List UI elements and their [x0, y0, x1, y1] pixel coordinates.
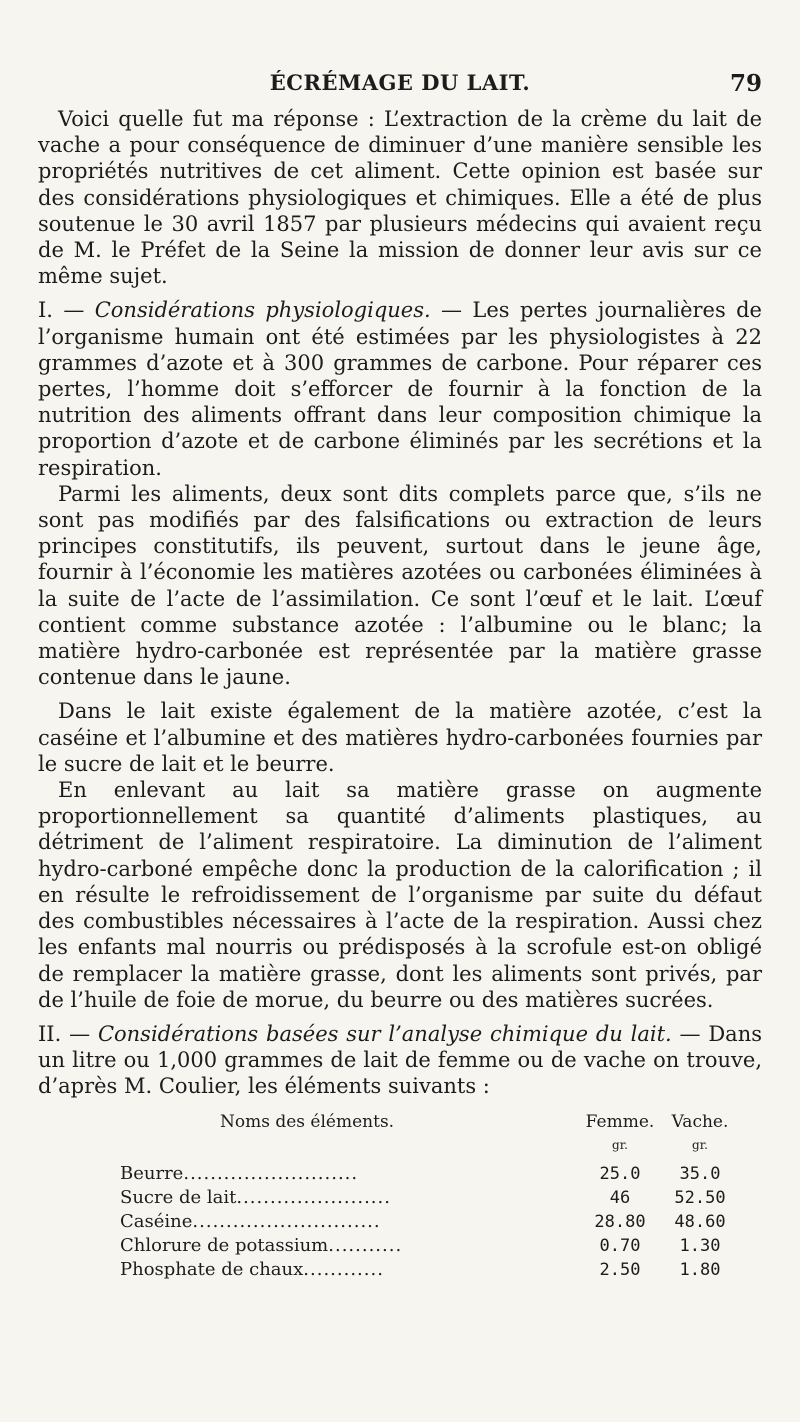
body-text [38, 106, 762, 1100]
section-text: — Dans un litre ou 1,000 grammes de lait de femme ou de vache on trouve, d’après M. Coulier, les éléments suivants : [38, 1021, 763, 1099]
element-name: Chlorure de potassium [120, 1234, 329, 1256]
table-row [120, 1210, 740, 1234]
vache-value: 35.0 [679, 1163, 721, 1184]
femme-value: 46 [609, 1187, 631, 1208]
elements-table [120, 1112, 740, 1282]
section-heading: Considérations basées sur l’analyse chimique du lait. [97, 1021, 672, 1046]
vache-value: 48.60 [674, 1211, 726, 1232]
femme-value: 0.70 [599, 1235, 641, 1256]
leader-dots: ............ [303, 1258, 384, 1280]
leader-dots: ....................... [236, 1186, 391, 1208]
vache-value: 52.50 [674, 1187, 726, 1208]
section-number: I. — [38, 298, 95, 323]
paragraph: Voici quelle fut ma réponse : L’extraction de la crème du lait de vache a pour conséquence de diminuer d’une manière sensible les propriétés nutritives de cet aliment. Cette opinion est basée sur des considérations physiologiques et chimiques. Elle a été de plus soutenue le 30 avril 1857 par plusieurs médecins qui avaient reçu de M. le Préfet de la Seine la mission de donner leur avis sur ce même sujet. [38, 107, 762, 289]
femme-value: 25.0 [599, 1163, 641, 1184]
leader-dots: ............................ [192, 1210, 381, 1232]
table-header-row [120, 1112, 740, 1134]
document-page [38, 70, 762, 1282]
page-number: 79 [729, 70, 762, 97]
table-row [120, 1162, 740, 1186]
element-name: Sucre de lait [120, 1186, 237, 1208]
unit-femme: gr. [612, 1137, 628, 1152]
running-title: ÉCRÉMAGE DU LAIT. [269, 70, 531, 95]
vache-value: 1.80 [679, 1259, 721, 1280]
page-header [38, 70, 762, 106]
column-header-vache: Vache. [671, 1111, 729, 1132]
paragraph: Parmi les aliments, deux sont dits complets parce que, s’ils ne sont pas modifiés par des falsifications ou extraction de leurs principes constitutifs, ils peuvent, surtout dans le jeune âge, fournir à l’économie les matières azotées ou carbonées éliminées à la suite de l’acte de l’assimilation. Ce sont l’œuf et le lait. L’œuf contient comme substance azotée : l’albumine ou le blanc; la matière hydro-carbonée est représentée par la matière grasse contenue dans le jaune. [38, 481, 762, 690]
femme-value: 28.80 [594, 1211, 646, 1232]
paragraph: Dans le lait existe également de la matière azotée, c’est la caséine et l’albumine et des matières hydro-carbonées fournies par le sucre de lait et le beurre. [38, 699, 762, 776]
column-header-name: Noms des éléments. [220, 1111, 395, 1132]
element-name: Phosphate de chaux [120, 1258, 304, 1280]
section-paragraph [38, 1021, 762, 1100]
section-paragraph [38, 297, 762, 480]
unit-vache: gr. [692, 1137, 708, 1152]
section-heading: Considérations physiologiques. [94, 298, 431, 323]
paragraph: En enlevant au lait sa matière grasse on augmente proportionnellement sa quantité d’aliments plastiques, au détriment de l’aliment respiratoire. La diminution de l’aliment hydro-carboné empêche donc la production de la calorification ; il en résulte le refroidissement de l’organisme par suite du défaut des combustibles nécessaires à l’acte de la respiration. Aussi chez les enfants mal nourris ou prédisposés à la scrofule est-on obligé de remplacer la matière grasse, dont les aliments sont privés, par de l’huile de foie de morue, du beurre ou des matières sucrées. [38, 778, 762, 1012]
table-row [120, 1234, 740, 1258]
units-row [120, 1134, 740, 1162]
leader-dots: .......................... [183, 1162, 359, 1184]
column-header-femme: Femme. [585, 1111, 655, 1132]
vache-value: 1.30 [679, 1235, 721, 1256]
femme-value: 2.50 [599, 1259, 641, 1280]
element-name: Caséine [120, 1210, 193, 1232]
table-row [120, 1258, 740, 1282]
section-text: — Les pertes journalières de l’organisme humain ont été estimées par les physiologistes à 22 grammes d’azote et à 300 grammes de carbone. Pour réparer ces pertes, l’homme doit s’efforcer de fournir à la fonction de la nutrition des aliments offrant dans leur composition chimique la proportion d’azote et de carbone éliminés par les secrétions et la respiration. [38, 298, 762, 480]
element-name: Beurre [120, 1162, 184, 1184]
section-number: II. — [38, 1021, 98, 1046]
table-row [120, 1186, 740, 1210]
leader-dots: ........... [328, 1234, 403, 1256]
